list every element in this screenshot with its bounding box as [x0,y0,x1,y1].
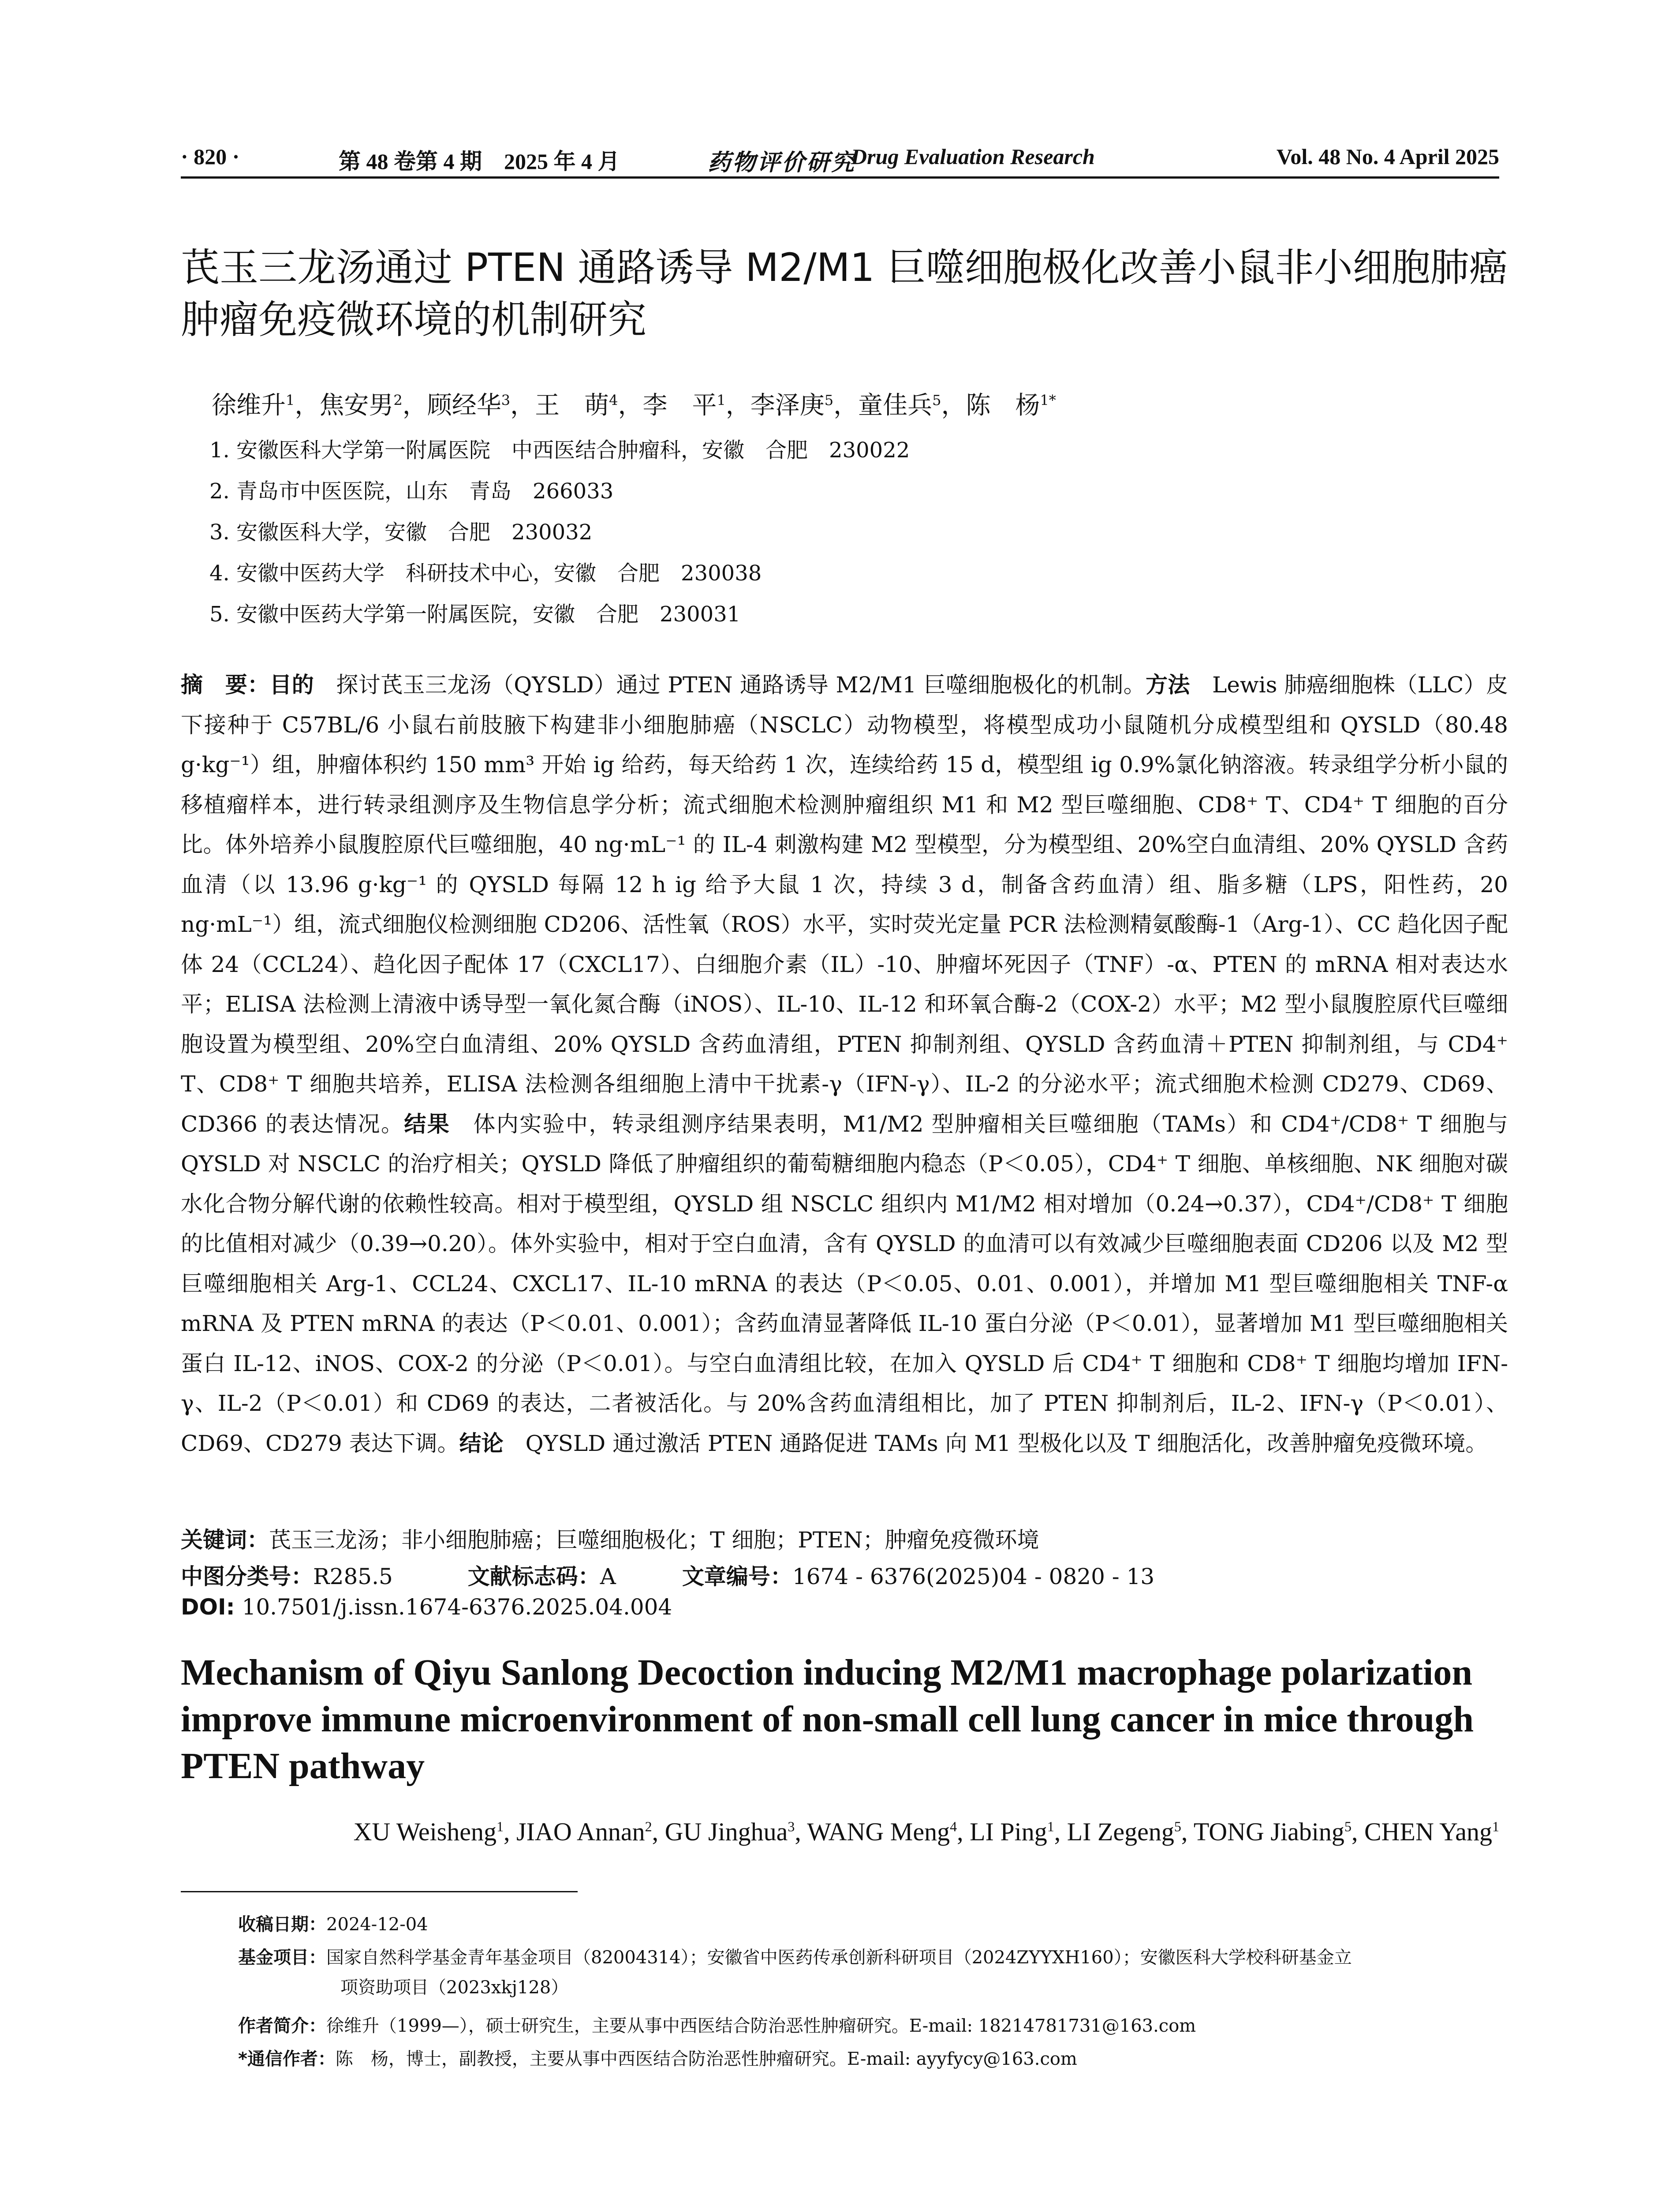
author-affiliation-mark: 1 [717,392,726,409]
author-bio-text: 徐维升（1999—），硕士研究生，主要从事中西医结合防治恶性肿瘤研究。E-mail: 18214781731@163.com [326,2016,1196,2036]
author-name: 徐维升 [212,391,286,420]
affiliation-1: 1. 安徽医科大学第一附属医院 中西医结合肿瘤科，安徽 合肥 230022 [209,438,910,463]
volume-en: Vol. 48 No. 4 April 2025 [1276,144,1499,169]
article-number-label: 文章编号： [682,1564,792,1589]
abstract [181,665,1508,1463]
fund-label: 基金项目： [238,1947,326,1968]
doc-code-label: 文献标志码： [467,1564,600,1589]
author-affiliation-mark: 1 [1047,1818,1054,1835]
received-value: 2024-12-04 [326,1914,428,1935]
affiliation-3: 3. 安徽医科大学，安徽 合肥 230032 [209,520,593,545]
keywords [181,1522,1039,1554]
author-name: 顾经华 [427,391,501,420]
affiliation-2: 2. 青岛市中医医院，山东 青岛 266033 [209,479,614,504]
author-bio [238,2011,1196,2041]
results-text: 体内实验中，转录组测序结果表明，M1/M2 型肿瘤相关巨噬细胞（TAMs）和 CD4⁺/CD8⁺ T 细胞与 QYSLD 对 NSCLC 的治疗相关；QYSLD 降低了肿瘤组织的葡萄糖细胞内稳态（P＜0.05），CD4⁺ T 细胞、单核细胞、NK 细胞对碳水化合物分解代谢的依赖性较高。相对于模型组，QYSLD 组 NSCLC 组织内 M1/M2 相对增加（0.24→0.37），CD4⁺/CD8⁺ T 细胞的比值相对减少（0.39→0.20）。体外实验中，相对于空白血清，含有 QYSLD 的血清可以有效减少巨噬细胞表面 CD206 以及 M2 型巨噬细胞相关 Arg-1、CCL24、CXCL17、IL-10 mRNA 的表达（P＜0.05、0.01、0.001），并增加 M1 型巨噬细胞相关 TNF-α mRNA 及 PTEN mRNA 的表达（P＜0.01、0.001）；含药血清显著降低 IL-10 蛋白分泌（P＜0.01），显著增加 M1 型巨噬细胞相关蛋白 IL-12、iNOS、COX-2 的分泌（P＜0.01）。与空白血清组比较，在加入 QYSLD 后 CD4⁺ T 细胞和 CD8⁺ T 细胞均增加 IFN-γ、IL-2（P＜0.01）和 CD69 的表达，二者被活化。与 20%含药血清组相比，加了 PTEN 抑制剂后，IL-2、IFN-γ（P＜0.01）、CD69、CD279 表达下调。 [181,1111,1508,1456]
authors-en: XU Weisheng$^1$, JIAO Annan$^2$, GU Jinghua$^3$, WANG Meng$^4$, LI Ping$^1$, LI Zegeng$^5$, TONG Jiabing$^5$, CHEN Yang$^1$ [353,1817,1499,1846]
author-affiliation-mark: 4 [950,1818,957,1835]
fund-projects [238,1943,1508,2003]
corresponding-text: 陈 杨，博士，副教授，主要从事中西医结合防治恶性肿瘤研究。E-mail: ayyfycy@163.com [335,2049,1077,2069]
author-bio-label: 作者简介： [238,2016,326,2036]
author-name: WANG Meng [807,1817,950,1846]
doc-code-value: A [600,1564,616,1589]
author-affiliation-mark: 5 [1344,1818,1351,1835]
authors-cn: 徐维升$^1$，焦安男$^2$，顾经华$^3$，王 萌$^4$，李 平$^1$，李泽庚$^5$，童佳兵$^5$，陈 杨$^{1*}$ [212,391,1056,420]
author-affiliation-mark: 5 [824,392,834,409]
abstract-label: 摘 要： [181,672,270,698]
author-name: TONG Jiabing [1193,1817,1344,1846]
author-affiliation-mark: 2 [393,392,403,409]
conclusion-label: 结论 [459,1430,504,1456]
fund-line-1: 国家自然科学基金青年基金项目（82004314）；安徽省中医药传承创新科研项目（2024ZYYXH160）；安徽医科大学校科研基金立 [326,1947,1352,1968]
results-label: 结果 [404,1111,451,1137]
author-affiliation-mark: 1 [286,392,295,409]
author-name: 李 平 [642,391,717,420]
affiliations [209,430,910,635]
author-affiliation-mark: 4 [609,392,618,409]
corresponding-label: *通信作者： [238,2049,336,2069]
author-name: LI Ping [970,1817,1047,1846]
objective-text: 探讨芪玉三龙汤（QYSLD）通过 PTEN 通路诱导 M2/M1 巨噬细胞极化的机制。 [314,672,1146,698]
doi [181,1594,672,1620]
author-name: 陈 杨 [966,391,1040,420]
doi-label: DOI: [181,1594,235,1620]
running-header [181,140,1499,179]
methods-label: 方法 [1146,672,1190,698]
doi-link[interactable]: 10.7501/j.issn.1674-6376.2025.04.004 [235,1594,672,1620]
page-number: · 820 · [181,144,240,169]
classification [181,1559,1154,1591]
clc-label: 中图分类号： [181,1564,313,1589]
journal-name-en: Drug Evaluation Research [851,144,1095,169]
keywords-label: 关键词： [181,1527,269,1553]
article-number-value: 1674 - 6376(2025)04 - 0820 - 13 [792,1564,1155,1589]
author-name: LI Zegeng [1067,1817,1174,1846]
author-affiliation-mark: 2 [645,1818,652,1835]
author-name: 王 萌 [535,391,609,420]
corresponding-author [238,2044,1077,2074]
author-affiliation-mark: 1 [1492,1818,1499,1835]
title-en: Mechanism of Qiyu Sanlong Decoction inducing M2/M1 macrophage polarization improve immune microenvironment of non-small cell lung cancer in mice through PTEN pathway [181,1652,1474,1786]
author-affiliation-mark: 5 [1174,1818,1181,1835]
author-name: CHEN Yang [1364,1817,1492,1846]
conclusion-text: QYSLD 通过激活 PTEN 通路促进 TAMs 向 M1 型极化以及 T 细胞活化，改善肿瘤免疫微环境。 [503,1430,1488,1456]
methods-text: Lewis 肺癌细胞株（LLC）皮下接种于 C57BL/6 小鼠右前肢腋下构建非小细胞肺癌（NSCLC）动物模型，将模型成功小鼠随机分成模型组和 QYSLD（80.48 g·kg⁻¹）组，肿瘤体积约 150 mm³ 开始 ig 给药，每天给药 1 次，连续给药 15 d，模型组 ig 0.9%氯化钠溶液。转录组学分析小鼠的移植瘤样本，进行转录组测序及生物信息学分析；流式细胞术检测肿瘤组织 M1 和 M2 型巨噬细胞、CD8⁺ T、CD4⁺ T 细胞的百分比。体外培养小鼠腹腔原代巨噬细胞，40 ng·mL⁻¹ 的 IL-4 刺激构建 M2 型模型，分为模型组、20%空白血清组、20% QYSLD 含药血清（以 13.96 g·kg⁻¹ 的 QYSLD 每隔 12 h ig 给予大鼠 1 次，持续 3 d，制备含药血清）组、脂多糖（LPS，阳性药，20 ng·mL⁻¹）组，流式细胞仪检测细胞 CD206、活性氧（ROS）水平，实时荧光定量 PCR 法检测精氨酸酶-1（Arg-1）、CC 趋化因子配体 24（CCL24）、趋化因子配体 17（CXCL17）、白细胞介素（IL）-10、肿瘤坏死因子（TNF）-α、PTEN 的 mRNA 相对表达水平；ELISA 法检测上清液中诱导型一氧化氮合酶（iNOS）、IL-10、IL-12 和环氧合酶-2（COX-2）水平；M2 型小鼠腹腔原代巨噬细胞设置为模型组、20%空白血清组、20% QYSLD 含药血清组，PTEN 抑制剂组、QYSLD 含药血清＋PTEN 抑制剂组，与 CD4⁺ T、CD8⁺ T 细胞共培养，ELISA 法检测各组细胞上清中干扰素-γ（IFN-γ）、IL-2 的分泌水平；流式细胞术检测 CD279、CD69、CD366 的表达情况。 [181,672,1508,1137]
title-cn: 芪玉三龙汤通过 PTEN 通路诱导 M2/M1 巨噬细胞极化改善小鼠非小细胞肺癌肿瘤免疫微环境的机制研究 [181,245,1508,342]
keywords-text: 芪玉三龙汤；非小细胞肺癌；巨噬细胞极化；T 细胞；PTEN；肿瘤免疫微环境 [269,1527,1039,1553]
author-name: 李泽庚 [750,391,825,420]
footnote-divider [181,1891,578,1892]
clc-value: R285.5 [313,1564,393,1589]
author-affiliation-mark: 1* [1040,392,1056,409]
journal-logo: 药物评价研究 [708,150,856,176]
author-affiliation-mark: 3 [501,392,511,409]
author-name: GU Jinghua [665,1817,788,1846]
received-label: 收稿日期： [238,1914,326,1935]
received-date [238,1910,428,1940]
author-affiliation-mark: 1 [497,1818,504,1835]
objective-label: 目的 [269,672,314,698]
affiliation-5: 5. 安徽中医药大学第一附属医院，安徽 合肥 230031 [209,602,741,627]
author-name: 童佳兵 [858,391,933,420]
author-affiliation-mark: 5 [932,392,941,409]
fund-line-2: 项资助项目（2023xkj128） [340,1977,569,1998]
author-affiliation-mark: 3 [788,1818,795,1835]
author-name: 焦安男 [319,391,394,420]
author-name: JIAO Annan [516,1817,645,1846]
affiliation-4: 4. 安徽中医药大学 科研技术中心，安徽 合肥 230038 [209,561,762,586]
author-name: XU Weisheng [353,1817,497,1846]
volume-cn: 第 48 卷第 4 期 2025 年 4 月 [339,149,620,174]
